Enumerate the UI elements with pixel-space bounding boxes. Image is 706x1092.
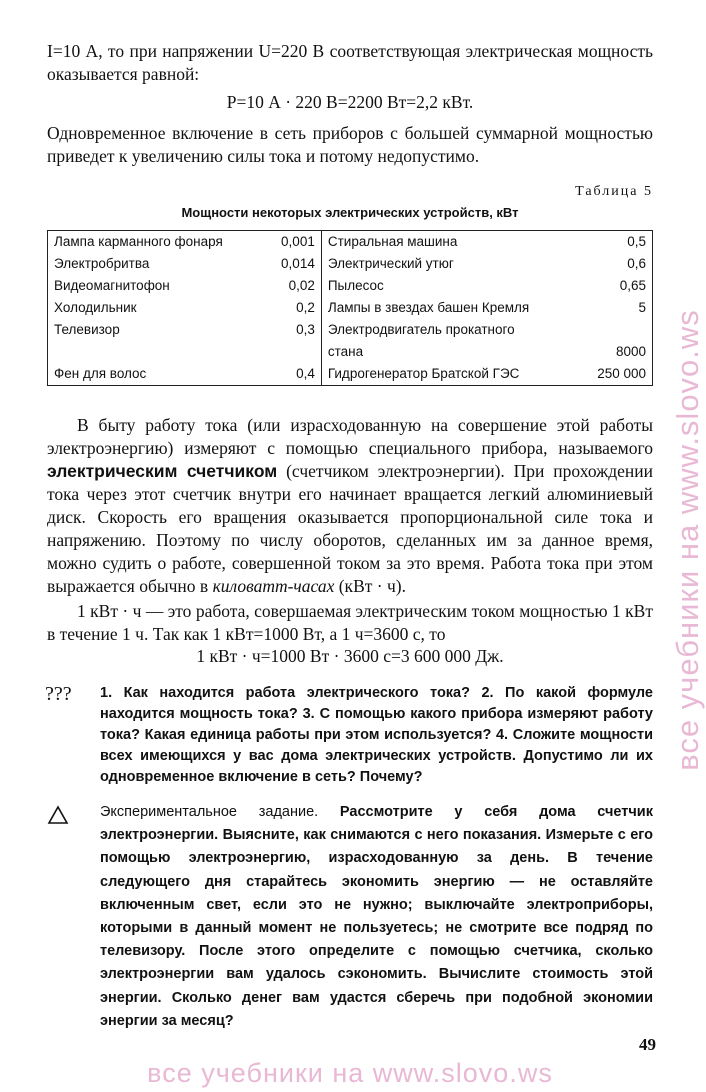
device-name: Электродвигатель прокатного [327, 322, 515, 337]
device-name: Видеомагнитофон [54, 278, 170, 293]
meter-paragraph [47, 414, 653, 598]
table-row [48, 341, 653, 363]
device-name: Электрический утюг [327, 256, 454, 271]
power-table [47, 230, 653, 386]
device-power: 250 000 [597, 366, 646, 381]
device-name: Пылесос [327, 278, 384, 293]
device-name: Гидрогенератор Братской ГЭС [327, 366, 520, 381]
table-row [48, 231, 653, 254]
task-label: Экспериментальное задание. [100, 804, 319, 820]
device-power: 0,3 [266, 319, 322, 341]
table-caption: Таблица 5 [575, 184, 653, 199]
kwh-formula: 1 кВт · ч=1000 Вт · 3600 с=3 600 000 Дж. [196, 646, 504, 666]
side-watermark: все учебники на www.slovo.ws [670, 309, 705, 771]
device-power: 0,5 [627, 234, 646, 249]
device-power: 0,6 [627, 256, 646, 271]
device-power: 0,4 [266, 363, 322, 386]
bottom-watermark: все учебники на www.slovo.ws [147, 1058, 553, 1088]
kwh-term: киловатт-часах [212, 576, 335, 596]
table-row [48, 275, 653, 297]
device-power: 0,02 [266, 275, 322, 297]
kwh-definition: 1 кВт · ч — это работа, совершаемая электрическим током мощностью 1 кВт в течение 1 ч. Так как 1 кВт=1000 Вт, а 1 ч=3600 с, то [47, 601, 653, 644]
task-paragraph [100, 801, 653, 1033]
device-power: 0,2 [266, 297, 322, 319]
device-power: 8000 [615, 344, 646, 359]
device-name: Телевизор [54, 322, 120, 337]
device-name: Лампы в звездах башен Кремля [327, 300, 530, 315]
intro-paragraph: Одновременное включение в сеть приборов с большей суммарной мощностью приведет к увеличению силы тока и потому недопустимо. [47, 123, 653, 166]
device-power [579, 319, 653, 341]
meter-text-b: (счетчиком электроэнергии). При прохождении тока через этот счетчик внутри его начинает вращается легкий алюминиевый диск. Скорость его вращения оказывается пропорциональной силе тока и напряжению. Поэтому по числу оборотов, сделанных им за данное время, можно судить о работе, совершенной током за это время. Работа тока при этом выражается обычно в [47, 461, 653, 596]
device-power [266, 341, 322, 363]
device-name: Фен для волос [54, 366, 147, 381]
device-name: Лампа карманного фонаря [54, 234, 223, 249]
device-power: 5 [638, 300, 646, 315]
device-name: стана [327, 344, 364, 359]
meter-term: электрическим счетчиком [47, 461, 278, 481]
questions-mark: ??? [45, 683, 72, 705]
device-power: 0,65 [619, 278, 646, 293]
table-title: Мощности некоторых электрических устройств, кВт [181, 205, 519, 220]
table-row [48, 319, 653, 341]
page-number: 49 [639, 1035, 656, 1054]
table-row [48, 297, 653, 319]
meter-text-c: (кВт · ч). [334, 576, 406, 596]
device-power: 0,014 [266, 253, 322, 275]
device-name: Стиральная машина [327, 234, 458, 249]
device-power: 0,001 [266, 231, 322, 254]
table-row [48, 253, 653, 275]
task-text: Рассмотрите у себя дома счетчик электроэнергии. Выясните, как снимаются с него показания. Измерьте с его помощью электроэнергию, израсходованную за день. В течение следующего дня старайтесь экономить энергию — не оставляйте включенным свет, если это не нужно; выключайте электроприборы, которыми в данный момент не пользуетесь; не смотрите все подряд по телевизору. После этого определите с помощью счетчика, сколько электроэнергии вам удалось сэкономить. Вычислите стоимость этой энергии. Сколько денег вам удастся сберечь при подобной экономии энергии за месяц? [100, 804, 653, 1029]
questions-text: 1. Как находится работа электрического тока? 2. По какой формуле находится мощность тока? 3. С помощью какого прибора измеряют работу тока? Какая единица работы при этом используется? 4. Сложите мощности всех имеющихся у вас дома электрических устройств. Допустимо ли их одновременное включение в сеть? Почему? [100, 685, 653, 785]
table-row [48, 363, 653, 386]
meter-text-a: В быту работу тока (или израсходованную на совершение этой работы электроэнергию) измеряют с помощью специального прибора, называемого [47, 415, 653, 458]
intro-text: I=10 А, то при напряжении U=220 В соответствующая электрическая мощность оказывается равной: [47, 41, 653, 84]
triangle-icon [48, 806, 68, 824]
power-formula: P=10 А · 220 В=2200 Вт=2,2 кВт. [226, 92, 474, 112]
device-name: Холодильник [54, 300, 137, 315]
device-name: Электробритва [54, 256, 150, 271]
device-name [48, 341, 266, 363]
